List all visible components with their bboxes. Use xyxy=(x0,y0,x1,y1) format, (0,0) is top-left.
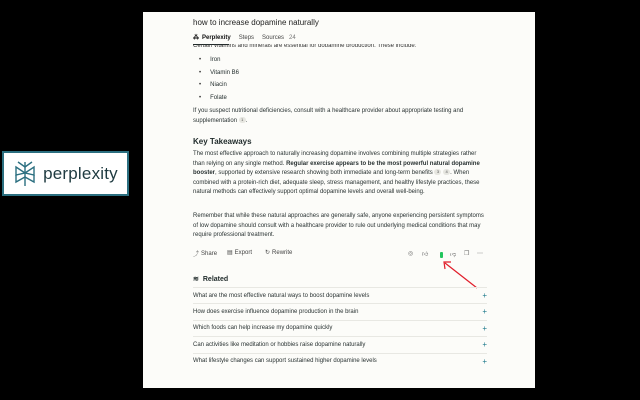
perplexity-logo-icon xyxy=(13,161,37,187)
paragraph-text: . When combined with a protein-rich diet, adequate sleep, stress management, and healthy lifestyle practices, these natural methods can effectively support optimal dopamine levels and overall well-being. xyxy=(193,170,480,195)
more-icon[interactable]: ⋯ xyxy=(477,251,483,257)
page-title: how to increase dopamine naturally xyxy=(193,18,319,27)
cut-line-text: Certain vitamins and minerals are essential for dopamine production. These include: xyxy=(193,44,417,47)
related-item[interactable] xyxy=(193,303,487,319)
sources-count: 24 xyxy=(289,34,296,41)
list-item: • Iron xyxy=(199,54,239,67)
paragraph-supplementation: If you suspect nutritional deficiencies, consult with a healthcare provider about appropriate testing and supplementation 1 . xyxy=(193,108,464,124)
citation-badge[interactable]: 1 xyxy=(239,117,246,123)
thumbs-down-icon[interactable]: 👎︎ xyxy=(450,252,457,258)
citation-badge[interactable]: 4 xyxy=(443,169,450,175)
related-item-text: What lifestyle changes can support sustained higher dopamine levels xyxy=(193,358,377,365)
share-label: Share xyxy=(201,250,218,257)
thumbs-up-icon[interactable]: 👍︎ xyxy=(422,252,429,258)
rewrite-icon: ↻ xyxy=(265,250,271,256)
perplexity-icon: ⁂ xyxy=(193,35,199,41)
rewrite-label: Rewrite xyxy=(272,249,293,256)
export-icon: ▤ xyxy=(227,250,233,256)
paragraph-text: If you suspect nutritional deficiencies, consult with a healthcare provider about appropriate testing and supplementation xyxy=(193,108,464,124)
related-item-text: How does exercise influence dopamine production in the brain xyxy=(193,309,359,316)
related-item[interactable] xyxy=(193,320,487,336)
answer-panel xyxy=(143,12,535,388)
section-heading: Key Takeaways xyxy=(193,137,252,146)
tab-perplexity-label: Perplexity xyxy=(202,34,231,41)
related-item-text: What are the most effective natural ways to boost dopamine levels xyxy=(193,292,370,299)
plus-icon[interactable]: + xyxy=(482,356,487,366)
list-item: • Niacin xyxy=(199,79,239,92)
plus-icon[interactable]: + xyxy=(482,307,487,317)
tab-steps-label: Steps xyxy=(238,34,255,41)
related-heading xyxy=(193,275,228,283)
related-list xyxy=(193,287,487,369)
bold-text: Regular exercise appears to be the most powerful natural dopamine booster xyxy=(193,160,480,176)
plus-icon[interactable]: + xyxy=(482,340,487,350)
copy-icon[interactable]: ❐ xyxy=(464,251,470,257)
list-item: • Vitamin B6 xyxy=(199,67,239,80)
related-heading-label: Related xyxy=(202,275,229,283)
related-item-text: Which foods can help increase my dopamine quickly xyxy=(193,325,333,332)
sources-icon[interactable]: ◎ xyxy=(408,251,414,257)
related-item[interactable] xyxy=(193,287,487,303)
related-item[interactable] xyxy=(193,353,487,369)
paragraph-text: , supported by extensive research showing both immediate and long-term benefits xyxy=(215,170,433,176)
related-icon: ≋ xyxy=(193,276,199,283)
plus-icon[interactable]: + xyxy=(482,291,487,300)
plus-icon[interactable]: + xyxy=(482,323,487,333)
perplexity-logo xyxy=(2,151,129,196)
logo-text: perplexity xyxy=(43,163,118,183)
related-item[interactable] xyxy=(193,336,487,352)
citation-badge[interactable]: 3 xyxy=(434,169,441,175)
paragraph-reminder: Remember that while these natural approaches are generally safe, anyone experiencing persistent symptoms of low dopamine should consult with a healthcare provider to rule out underlying medical conditions that may require professional treatment. xyxy=(193,213,484,238)
related-item-text: Can activities like meditation or hobbies raise dopamine naturally xyxy=(193,341,366,348)
tab-sources-label: Sources xyxy=(262,34,285,41)
paragraph-text: The most effective approach to naturally increasing dopamine involves combining multiple strategies rather than relying on any single method. xyxy=(193,151,477,167)
list-item: • Folate xyxy=(199,92,239,105)
export-label: Export xyxy=(234,249,253,256)
share-icon: ⤴ xyxy=(193,252,200,258)
